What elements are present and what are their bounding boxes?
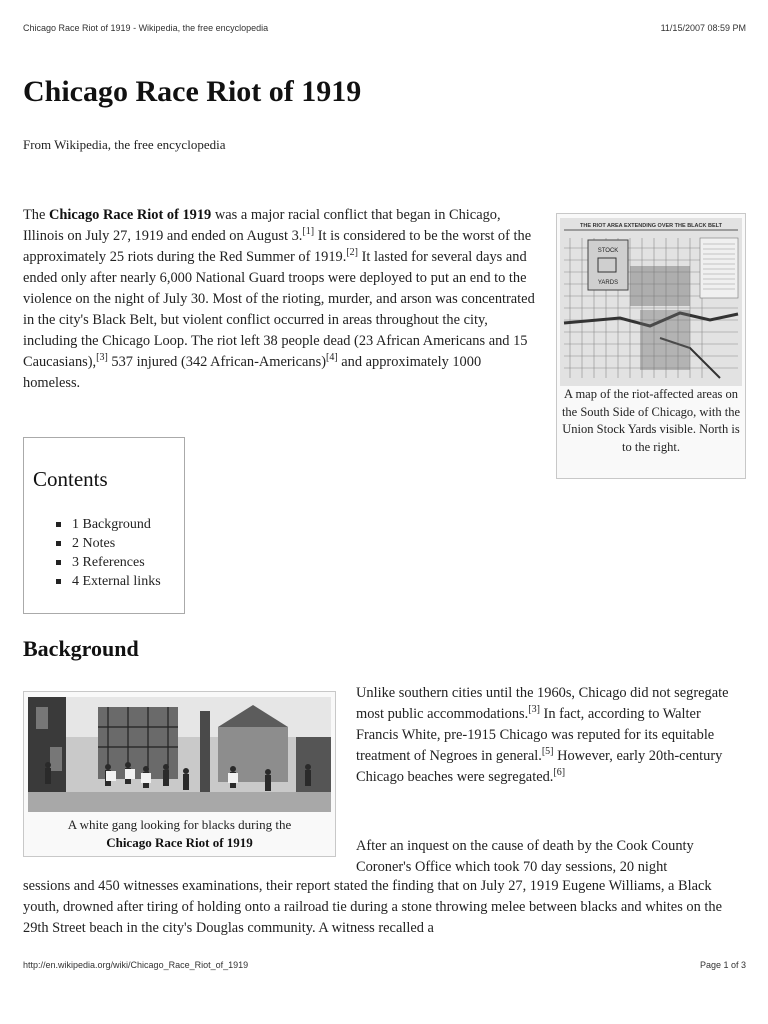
page-title: Chicago Race Riot of 1919 (23, 75, 362, 108)
citation-link[interactable]: [5] (541, 746, 554, 758)
map-graphic (560, 218, 742, 386)
intro-text: was a major racial conflict that began in Chicago, Illinois on July 27, 1919 and ended on August 3. (23, 207, 501, 244)
background-paragraph-2-continued: sessions and 450 witnesses examinations, their report stated the finding that on July 27, 1919 Eugene Williams, a Black youth, drowned after tiring of holding onto a railroad tie during a stone throwing melee between blacks and whites on the 29th Street beach in the city's Douglas community. A witness recalled a (23, 878, 722, 936)
map-caption: A map of the riot-affected areas on the South Side of Chicago, with the Union Stock Yards visible. North is to the right. (561, 387, 741, 454)
intro-text: It is considered to be the worst of the approximately 25 riots during the Red Summer of 1919. (23, 228, 532, 265)
citation-link[interactable]: [4] (326, 352, 338, 364)
citation-link[interactable]: [3] (96, 352, 108, 364)
header-page-title: Chicago Race Riot of 1919 - Wikipedia, the free encyclopedia (23, 23, 269, 33)
toc-item-references[interactable]: 3 References (56, 553, 161, 572)
background-paragraph-1 (356, 683, 746, 788)
map-heading: THE RIOT AREA EXTENDING OVER THE BLACK BELT (580, 223, 722, 229)
table-of-contents (23, 437, 185, 614)
paragraph-text: In fact, according to Walter Francis White, pre-1915 Chicago was reputed for its equitable treatment of Negroes in general. (356, 706, 715, 764)
map-label-yards: YARDS (597, 280, 619, 286)
caption-bold-title: Chicago Race Riot of 1919 (106, 834, 253, 850)
gang-photo-figure (23, 691, 336, 857)
footer-page-number: Page 1 of 3 (699, 960, 746, 970)
caption-text: A white gang looking for blacks during the (67, 817, 292, 832)
section-heading-background: Background (23, 636, 139, 661)
print-footer (23, 960, 746, 970)
toc-title: Contents (33, 467, 108, 491)
intro-bold-title: Chicago Race Riot of 1919 (48, 207, 212, 223)
intro-text: and approximately 1000 homeless. (23, 354, 482, 391)
background-paragraph-2-start: After an inquest on the cause of death by the Cook County Coroner's Office which took 70 day sessions, 20 night (356, 838, 694, 875)
map-label-stock: STOCK (597, 248, 619, 254)
citation-link[interactable]: [6] (553, 767, 566, 779)
paragraph-text: Unlike southern cities until the 1960s, Chicago did not segregate most public accommodations. (356, 685, 729, 722)
white-gang-photo[interactable] (28, 697, 331, 812)
toc-item-external-links[interactable]: 4 External links (56, 572, 161, 591)
print-header (23, 23, 746, 33)
page-subtitle: From Wikipedia, the free encyclopedia (23, 137, 226, 152)
paragraph-text: However, early 20th-century Chicago beaches were segregated. (356, 748, 723, 785)
gang-photo-caption (28, 816, 331, 851)
photo-graphic (28, 697, 331, 812)
intro-paragraph (23, 205, 538, 394)
citation-link[interactable]: [3] (528, 704, 540, 716)
intro-text: The (23, 207, 49, 223)
intro-text: 537 injured (342 African-Americans) (107, 354, 326, 370)
citation-link[interactable]: [2] (346, 247, 359, 259)
intro-text: It lasted for several days and ended only after nearly 6,000 National Guard troops were deployed to put an end to the violence on the night of July 30. Most of the rioting, murder, and arson was concentrated in the city's Black Belt, but violent conflict occurred in areas throughout the city, including the Chicago Loop. The riot left 38 people dead (23 African Americans and 15 Caucasians), (23, 249, 535, 370)
toc-item-notes[interactable]: 2 Notes (56, 534, 161, 553)
riot-area-map-image[interactable] (560, 218, 742, 386)
footer-url: http://en.wikipedia.org/wiki/Chicago_Race_Riot_of_1919 (23, 960, 249, 970)
header-timestamp: 11/15/2007 08:59 PM (660, 23, 746, 33)
toc-item-background[interactable]: 1 Background (56, 515, 161, 534)
toc-list (56, 515, 161, 591)
map-figure (556, 213, 746, 479)
citation-link[interactable]: [1] (302, 226, 315, 238)
